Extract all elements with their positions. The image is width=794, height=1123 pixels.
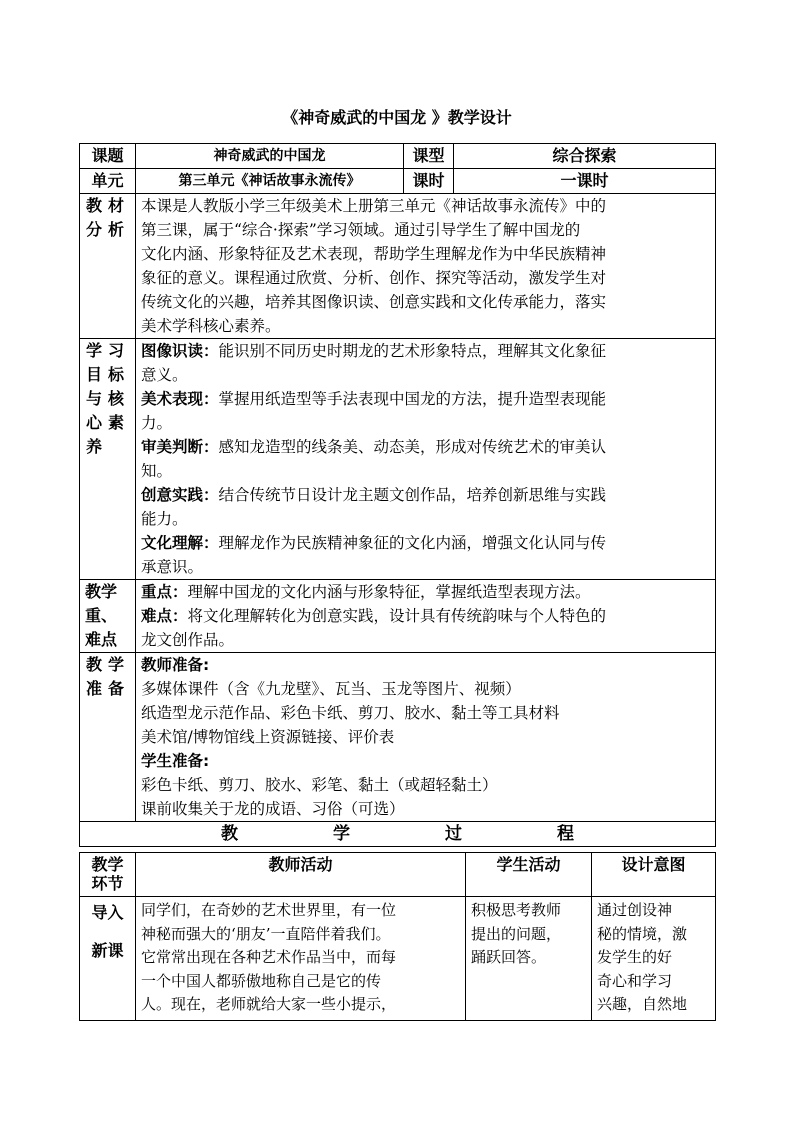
keypoints-row (80, 580, 716, 653)
analysis-label-line: 分析 (86, 220, 131, 239)
design-intent-line: 秘的情境，激 (597, 924, 688, 943)
key-point (141, 580, 710, 604)
lesson-plan-table (79, 143, 716, 847)
goal-text-cont: 力。 (141, 414, 173, 432)
analysis-line: 象征的意义。课程通过欣赏、分析、创作、探究等活动，激发学生对 (141, 269, 607, 287)
document-title: 《神奇威武的中国龙 》教学设计 (282, 108, 512, 127)
goals-label (80, 339, 136, 580)
goals-label-line: 与核 (86, 389, 131, 408)
analysis-label-line: 教材 (86, 196, 131, 215)
goal-item (141, 483, 710, 507)
goal-term: 图像识读： (141, 342, 219, 360)
teacher-activity-header: 教师活动 (136, 853, 466, 897)
goal-item (141, 339, 710, 363)
student-prep-title: 学生准备: (141, 752, 210, 770)
goals-label-line: 学习 (86, 341, 131, 360)
student-activity-cell (466, 897, 592, 1021)
process-char: 学 (333, 824, 350, 844)
stage-line: 导入 (91, 903, 124, 922)
key-term: 重点： (141, 583, 188, 601)
unit-label: 单元 (80, 169, 136, 194)
goals-label-line: 养 (86, 437, 109, 456)
prep-row (80, 653, 716, 822)
student-activity-line: 积极思考教师 (471, 901, 562, 919)
process-header-row (80, 853, 716, 897)
stage-header-line: 教学 (91, 855, 124, 874)
unit-row (80, 169, 716, 194)
goal-term: 文化理解： (141, 534, 219, 552)
goal-text: 掌握用纸造型等手法表现中国龙的方法，提升造型表现能 (218, 390, 607, 408)
goal-text: 结合传统节日设计龙主题文创作品，培养创新思维与实践 (218, 486, 607, 504)
goals-row (80, 339, 716, 580)
analysis-row (80, 194, 716, 339)
difficult-point (141, 604, 710, 628)
keypoints-label-line: 难点 (85, 630, 118, 649)
prep-label (80, 653, 136, 822)
goals-content (136, 339, 716, 580)
student-prep-item: 课前收集关于龙的成语、习俗（可选） (141, 800, 405, 818)
process-char: 过 (445, 824, 462, 844)
goal-text-cont: 承意识。 (141, 558, 204, 576)
teacher-activity-line: 它常常出现在各种艺术作品当中，而每 (141, 948, 397, 966)
analysis-content (136, 194, 716, 339)
design-intent-line: 通过创设神 (597, 901, 673, 919)
goals-label-line: 目标 (86, 365, 131, 384)
goal-text-cont: 意义。 (141, 366, 188, 384)
student-activity-line: 踊跃回答。 (471, 948, 547, 966)
goal-text: 感知龙造型的线条美、动态美，形成对传统艺术的审美认 (218, 438, 607, 456)
student-prep-item: 彩色卡纸、剪刀、胶水、彩笔、黏土（或超轻黏土） (141, 776, 498, 794)
goal-item (141, 435, 710, 459)
prep-label-line: 准备 (86, 679, 131, 698)
goal-term: 创意实践： (141, 486, 219, 504)
student-activity-line: 提出的问题， (471, 924, 562, 943)
prep-label-line: 教学 (86, 655, 131, 674)
design-intent-cell (592, 897, 716, 1021)
goal-term: 审美判断： (141, 438, 219, 456)
teacher-prep-title: 教师准备: (141, 656, 210, 674)
analysis-line: 文化内涵、形象特征及艺术表现，帮助学生理解龙作为中华民族精神 (141, 245, 607, 263)
goal-item (141, 387, 710, 411)
teacher-activity-line: 一个中国人都骄傲地称自己是它的传 (141, 971, 382, 990)
unit-value: 第三单元《神话故事永流传》 (136, 169, 404, 194)
stage-header-line: 环节 (91, 874, 124, 893)
difficult-term: 难点： (141, 607, 188, 625)
design-intent-line: 兴趣，自然地 (597, 995, 688, 1013)
teacher-prep-item: 美术馆/博物馆线上资源链接、评价表 (141, 728, 395, 746)
topic-label: 课题 (80, 144, 136, 169)
hours-label: 课时 (404, 169, 454, 194)
analysis-line: 美术学科核心素养。 (141, 317, 281, 335)
hours-value: 一课时 (454, 169, 716, 194)
goal-text: 能识别不同历史时期龙的艺术形象特点，理解其文化象征 (218, 342, 607, 360)
teacher-prep-item: 多媒体课件（含《九龙壁》、瓦当、玉龙等图片、视频） (141, 680, 521, 698)
analysis-line: 传统文化的兴趣，培养其图像识读、创意实践和文化传承能力，落实 (141, 293, 607, 311)
analysis-line: 本课是人教版小学三年级美术上册第三单元《神话故事永流传》中的 (141, 197, 607, 215)
teacher-activity-cell (136, 897, 466, 1021)
key-text: 理解中国龙的文化内涵与形象特征，掌握纸造型表现方法。 (187, 583, 591, 601)
prep-content (136, 653, 716, 822)
topic-value: 神奇威武的中国龙 (136, 144, 404, 169)
process-table (79, 852, 716, 1021)
analysis-line: 第三课，属于“综合·探索”学习领域。通过引导学生了解中国龙的 (141, 221, 581, 239)
difficult-text: 将文化理解转化为创意实践，设计具有传统韵味与个人特色的 (187, 607, 607, 625)
design-intent-line: 奇心和学习 (597, 971, 673, 990)
goals-label-line: 心素 (86, 413, 131, 432)
process-title (80, 822, 716, 847)
design-intent-header: 设计意图 (592, 853, 716, 897)
goal-text: 理解龙作为民族精神象征的文化内涵，增强文化认同与传 (218, 534, 607, 552)
process-char: 程 (557, 824, 574, 844)
teacher-activity-line: 人。现在，老师就给大家一些小提示， (141, 995, 397, 1013)
keypoints-label (80, 580, 136, 653)
difficult-text-cont: 龙文创作品。 (141, 631, 235, 649)
process-char: 教 (221, 824, 238, 844)
keypoints-label-line: 教学 (85, 582, 118, 601)
teacher-prep-item: 纸造型龙示范作品、彩色卡纸、剪刀、胶水、黏土等工具材料 (141, 704, 560, 722)
keypoints-content (136, 580, 716, 653)
teacher-activity-line: 神秘而强大的‘朋友’一直陪伴着我们。 (141, 924, 391, 943)
stage-line: 新课 (91, 941, 124, 960)
student-activity-header: 学生活动 (466, 853, 592, 897)
teacher-activity-line: 同学们，在奇妙的艺术世界里，有一位 (141, 901, 397, 919)
keypoints-label-line: 重、 (85, 606, 118, 625)
stage-spacer (85, 925, 130, 939)
goal-text-cont: 能力。 (141, 510, 188, 528)
process-row (80, 897, 716, 1021)
stage-header (80, 853, 136, 897)
goal-item (141, 531, 710, 555)
analysis-label (80, 194, 136, 339)
goal-text-cont: 知。 (141, 462, 173, 480)
goal-term: 美术表现： (141, 390, 219, 408)
type-label: 课型 (404, 144, 454, 169)
process-title-row (80, 822, 716, 847)
topic-row (80, 144, 716, 169)
design-intent-line: 发学生的好 (597, 948, 673, 966)
type-value: 综合探索 (454, 144, 716, 169)
stage-cell (80, 897, 136, 1021)
